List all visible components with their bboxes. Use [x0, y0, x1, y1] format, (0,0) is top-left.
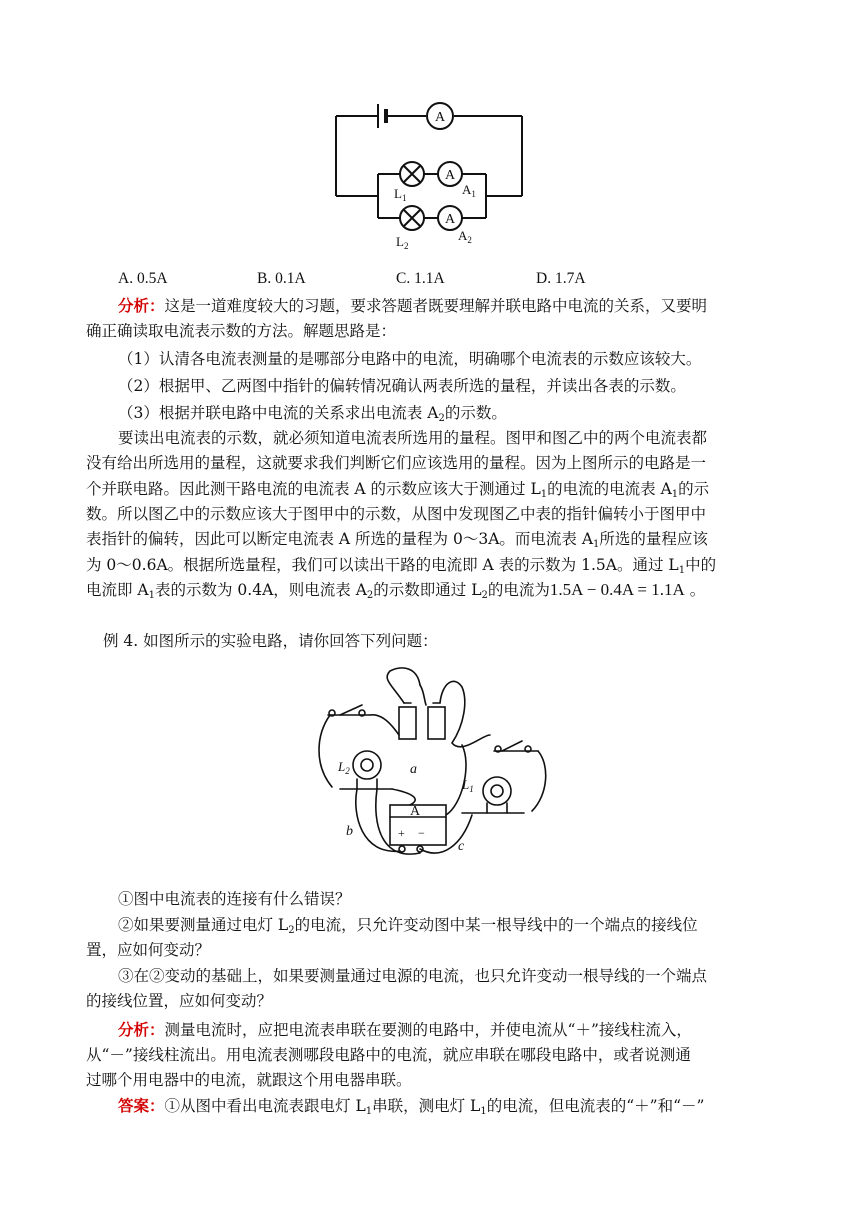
option-a: A. 0.5A: [118, 270, 168, 287]
plus-terminal: +: [398, 826, 405, 840]
current-equation: 1.5A − 0.4A = 1.1A: [549, 580, 685, 599]
paragraph-line-1: 要读出电流表的示数，就必须知道电流表所选用的量程。图甲和图乙中的两个电流表都: [118, 429, 708, 447]
paragraph-line-3: 个并联电路。因此测干路电流的电流表 A 的示数应该大于测通过 $L_1$的电流的电流表 $A_1$的示: [86, 480, 710, 500]
wire-a-label: a: [410, 762, 417, 777]
question-2-line-1: ②如果要测量通过电灯 $L_2$的电流，只允许变动图中某一根导线中的一个端点的接线位: [118, 916, 698, 936]
ammeter-a2-symbol: A: [445, 212, 456, 227]
answer-label: 答案：: [118, 1096, 165, 1115]
paragraph-line-4: 数。所以图乙中的示数应该大于图甲中的示数，从图中发现图乙中表的指针偏转小于图甲中: [86, 505, 707, 523]
parallel-circuit-diagram: [330, 96, 530, 254]
experiment-circuit-sketch: [312, 665, 552, 870]
meter-label: A: [410, 804, 421, 819]
example-4-title: 例 4. 如图所示的实验电路，请你回答下列问题：: [103, 632, 438, 650]
paragraph-line-2: 没有给出所选用的量程，这就要求我们判断它们应该选用的量程。因为上图所示的电路是一: [86, 454, 707, 472]
wire-c-label: c: [458, 839, 465, 854]
analysis-2-line-2: 从“－”接线柱流出。用电流表测哪段电路中的电流，就应串联在哪段电路中，或者说测通: [86, 1046, 691, 1064]
option-d: D. 1.7A: [536, 270, 586, 287]
wire-b-label: b: [346, 824, 353, 839]
lamp-l2-label: $L_2$: [396, 234, 409, 251]
question-1: ①图中电流表的连接有什么错误？: [118, 890, 351, 908]
question-2-line-2: 置，应如何变动？: [86, 941, 211, 959]
paragraph-line-7: 电流即 $A_1$表的示数为 0.4A，则电流表 $A_2$的示数即通过 $L_2$的电流为1.5A − 0.4A = 1.1A 。: [86, 580, 706, 601]
analysis-label: 分析：: [118, 296, 165, 315]
analysis-step-3: （3）根据并联电路中电流的关系求出电流表 $A_2$的示数。: [118, 404, 507, 424]
analysis-1-line-1: 分析：这是一道难度较大的习题，要求答题者既要理解并联电路中电流的关系，又要明: [118, 296, 708, 315]
option-c: C. 1.1A: [396, 270, 445, 287]
main-ammeter-label: A: [435, 110, 446, 125]
analysis-2-line-1: 分析：测量电流时，应把电流表串联在要测的电路中，并使电流从“＋”接线柱流入，: [118, 1020, 692, 1039]
lamp-l1-label: $L_1$: [462, 777, 474, 794]
ammeter-a2-label: $A_2$: [458, 228, 472, 245]
analysis-step-1: （1）认清各电流表测量的是哪部分电路中的电流，明确哪个电流表的示数应该较大。: [118, 350, 702, 368]
analysis-1-line-2: 确正确读取电流表示数的方法。解题思路是：: [86, 322, 397, 340]
paragraph-line-5: 表指针的偏转，因此可以断定电流表 A 所选的量程为 0～3A。而电流表 $A_1$所选的量程应该: [86, 530, 708, 550]
option-b: B. 0.1A: [257, 270, 306, 287]
ammeter-a1-label: $A_1$: [462, 182, 476, 199]
question-3-line-2: 的接线位置，应如何变动？: [86, 992, 273, 1010]
paragraph-line-6: 为 0～0.6A。根据所选量程，我们可以读出干路的电流即 A 表的示数为 1.5A。通过 $L_1$中的: [86, 556, 717, 576]
analysis-step-2: （2）根据甲、乙两图中指针的偏转情况确认两表所选的量程，并读出各表的示数。: [118, 377, 686, 395]
analysis-2-label: 分析：: [118, 1020, 165, 1039]
analysis-2-line-3: 过哪个用电器中的电流，就跟这个用电器串联。: [86, 1071, 412, 1089]
question-3-line-1: ③在②变动的基础上，如果要测量通过电源的电流，也只允许变动一根导线的一个端点: [118, 967, 708, 985]
lamp-l1-label: $L_1$: [394, 186, 407, 203]
lamp-l2-label: $L_2$: [338, 759, 350, 776]
ammeter-a1-symbol: A: [445, 168, 456, 183]
answer-line-1: 答案：①从图中看出电流表跟电灯 $L_1$串联，测电灯 $L_1$的电流，但电流表的“＋”和“－”: [118, 1096, 705, 1117]
minus-terminal: −: [418, 826, 425, 840]
